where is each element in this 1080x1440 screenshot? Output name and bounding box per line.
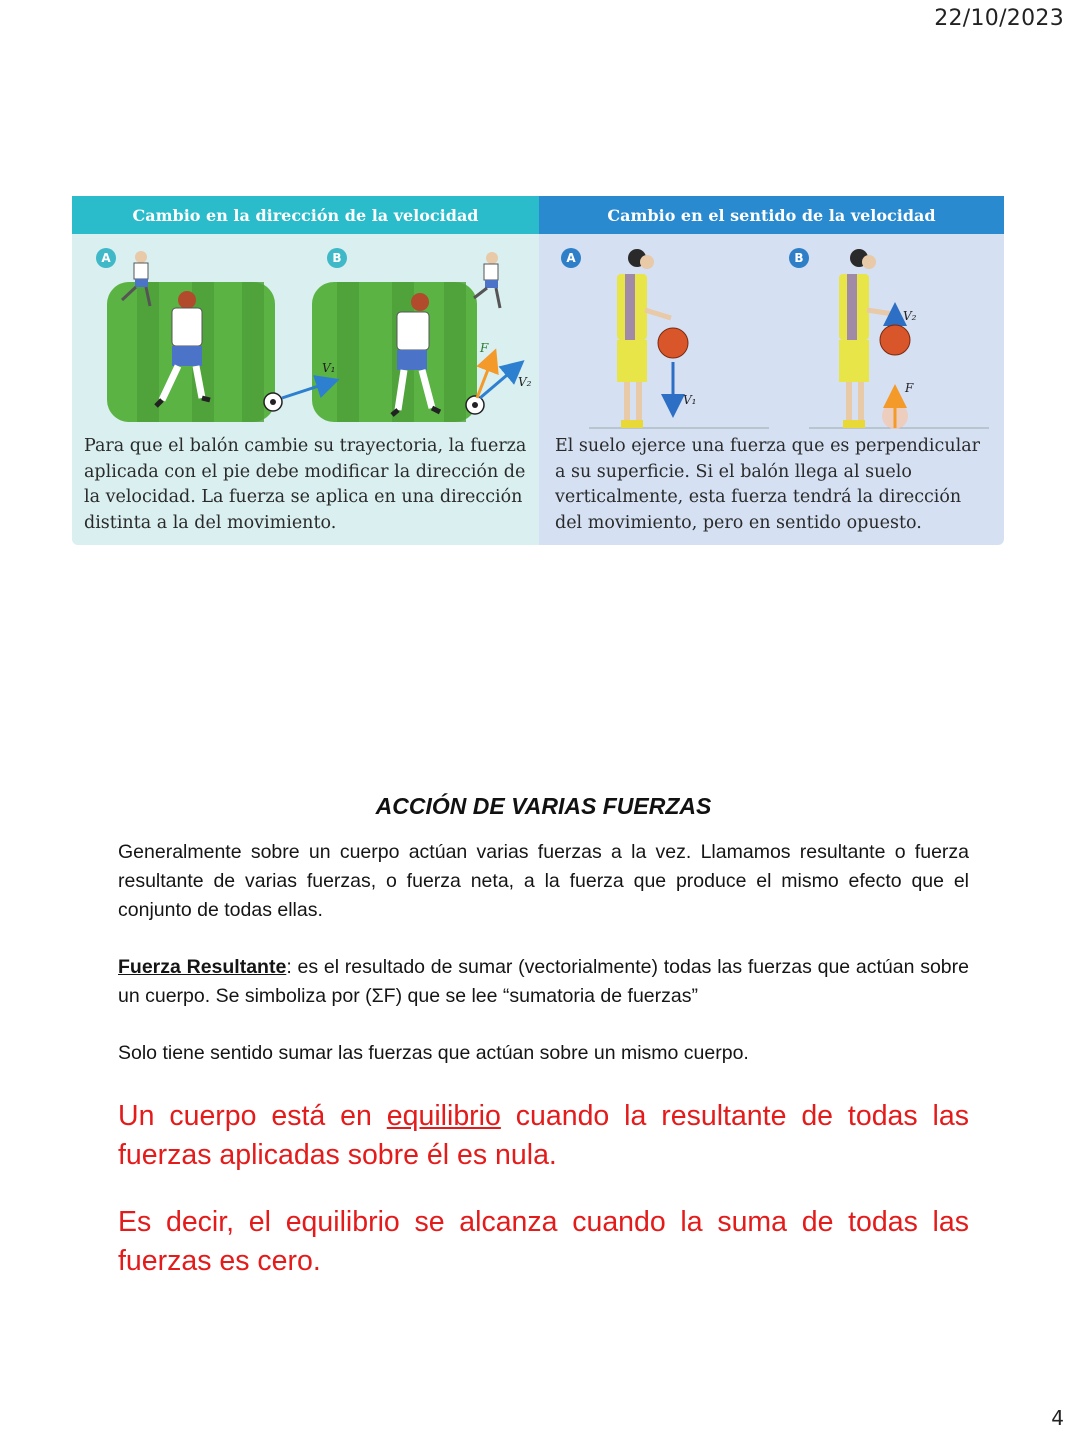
section-heading: ACCIÓN DE VARIAS FUERZAS xyxy=(375,793,712,819)
svg-text:V₁: V₁ xyxy=(683,393,697,407)
svg-text:F: F xyxy=(480,341,489,355)
badge-a: A xyxy=(96,248,116,268)
direction-change-title: Cambio en la dirección de la velocidad xyxy=(72,196,539,234)
sense-change-caption: El suelo ejerce una fuerza que es perpendicular a su superficie. Si el balón llega al suelo verticalmente, esta fuerza tendrá la dirección del movimiento, pero en sentido opuesto. xyxy=(555,436,980,533)
sense-change-title: Cambio en el sentido de la velocidad xyxy=(539,196,1004,234)
badge-b: B xyxy=(789,248,809,268)
svg-text:V₂: V₂ xyxy=(518,375,532,389)
svg-text:V₂: V₂ xyxy=(903,309,917,323)
page-number: 4 xyxy=(1051,1406,1064,1430)
direction-change-caption: Para que el balón cambie su trayectoria, la fuerza aplicada con el pie debe modificar la dirección de la velocidad. La fuerza se aplica en una dirección distinta a la del movimiento. xyxy=(84,436,527,533)
section-content xyxy=(118,0,969,1440)
intro-paragraph: Generalmente sobre un cuerpo actúan varias fuerzas a la vez. Llamamos resultante o fuerza resultante de varias fuerzas, o fuerza neta, a la fuerza que produce el mismo efecto que el conjunto de todas ellas. xyxy=(118,841,969,921)
svg-text:F: F xyxy=(905,381,914,395)
equilibrium-term: equilibrio xyxy=(386,1100,501,1132)
equilibrium-restatement: Es decir, el equilibrio se alcanza cuando la suma de todas las fuerzas es cero. xyxy=(118,1206,969,1277)
badge-a: A xyxy=(561,248,581,268)
badge-b: B xyxy=(327,248,347,268)
slide-date: 22/10/2023 xyxy=(934,6,1064,31)
note-paragraph: Solo tiene sentido sumar las fuerzas que actúan sobre un mismo cuerpo. xyxy=(118,1042,749,1064)
definition-paragraph: Fuerza Resultante: es el resultado de sumar (vectorialmente) todas las fuerzas que actúan sobre un cuerpo. Se simboliza por (ΣF) que se lee “sumatoria de fuerzas” xyxy=(118,956,969,1007)
definition-term: Fuerza Resultante xyxy=(118,956,287,978)
equilibrium-statement: Un cuerpo está en equilibrio cuando la resultante de todas las fuerzas aplicadas sobre él es nula. xyxy=(118,1100,969,1171)
svg-text:V₁: V₁ xyxy=(322,361,336,375)
